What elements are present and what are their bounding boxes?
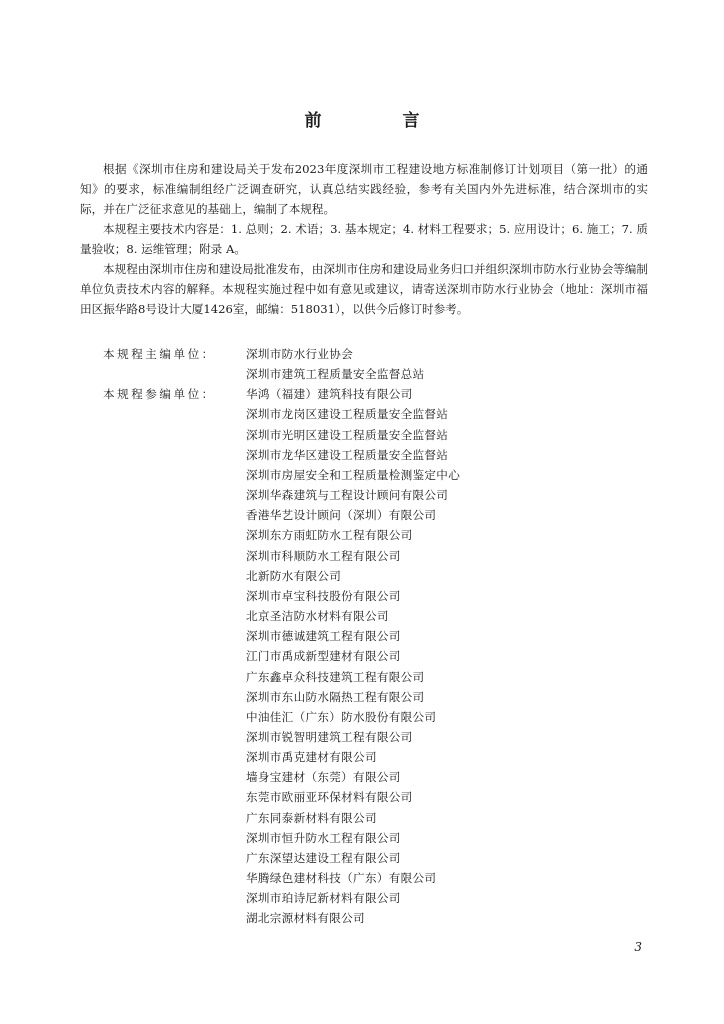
list-item: 华鸿（福建）建筑科技有限公司	[246, 387, 413, 402]
chief-units-list	[246, 344, 424, 384]
paragraph-contents: 本规程主要技术内容是：1. 总则；2. 术语；3. 基本规定；4. 材料工程要求；5. 应用设计；6. 施工；7. 质量验收；8. 运维管理；附录 A。	[80, 222, 648, 256]
page-title: 前 言	[304, 111, 452, 131]
list-item: 华腾绿色建材科技（广东）有限公司	[246, 871, 437, 886]
chief-units-group	[80, 344, 648, 384]
list-item: 江门市禹成新型建材有限公司	[246, 649, 401, 664]
list-item: 深圳市光明区建设工程质量安全监督站	[246, 427, 449, 442]
list-item: 中油佳汇（广东）防水股份有限公司	[246, 709, 437, 724]
list-item: 深圳市防水行业协会	[246, 347, 354, 361]
list-item: 广东鑫卓众科技建筑工程有限公司	[246, 669, 425, 684]
units-section	[80, 344, 648, 929]
list-item: 东莞市欧丽亚环保材料有限公司	[246, 790, 413, 805]
page-number: 3	[634, 940, 642, 954]
paragraph-basis: 根据《深圳市住房和建设局关于发布2023年度深圳市工程建设地方标准制修订计划项目（第一批）的通知》的要求，标准编制组经广泛调查研究，认真总结实践经验，参考有关国内外先进标准，结合深圳市的实际，并在广泛征求意见的基础上，编制了本规程。	[80, 162, 648, 216]
list-item: 湖北宗源材料有限公司	[246, 911, 365, 926]
participating-units-list	[246, 384, 460, 928]
list-item: 深圳市恒升防水工程有限公司	[246, 830, 401, 845]
list-item: 香港华艺设计顾问（深圳）有限公司	[246, 508, 437, 523]
participating-units-label: 本规程参编单位：	[103, 387, 216, 402]
list-item: 广东同泰新材料有限公司	[246, 810, 377, 825]
preface-body	[80, 159, 648, 319]
list-item: 深圳市禹克建材有限公司	[246, 750, 377, 765]
list-item: 深圳市科顺防水工程有限公司	[246, 548, 401, 563]
list-item: 深圳市建筑工程质量安全监督总站	[246, 367, 425, 382]
chief-units-label: 本规程主编单位：	[103, 347, 216, 361]
list-item: 北新防水有限公司	[246, 568, 342, 583]
list-item: 深圳市德诚建筑工程有限公司	[246, 629, 401, 644]
list-item: 深圳市龙华区建设工程质量安全监督站	[246, 447, 449, 462]
participating-units-group	[80, 384, 648, 928]
list-item: 深圳市龙岗区建设工程质量安全监督站	[246, 407, 449, 422]
list-item: 深圳市珀诗尼新材料有限公司	[246, 891, 401, 906]
list-item: 深圳市东山防水隔热工程有限公司	[246, 689, 425, 704]
list-item: 墙身宝建材（东莞）有限公司	[246, 770, 401, 785]
list-item: 深圳市卓宝科技股份有限公司	[246, 588, 401, 603]
list-item: 深圳市房屋安全和工程质量检测鉴定中心	[246, 467, 461, 482]
list-item: 北京圣洁防水材料有限公司	[246, 609, 389, 624]
paragraph-authority: 本规程由深圳市住房和建设局批准发布，由深圳市住房和建设局业务归口并组织深圳市防水行业协会等编制单位负责技术内容的解释。本规程实施过程中如有意见或建议，请寄送深圳市防水行业协会（地址：深圳市福田区振华路8号设计大厦1426室，邮编：518031），以供今后修订时参考。	[80, 262, 648, 316]
list-item: 深圳华森建筑与工程设计顾问有限公司	[246, 488, 449, 503]
list-item: 深圳市锐智明建筑工程有限公司	[246, 729, 413, 744]
list-item: 深圳东方雨虹防水工程有限公司	[246, 528, 413, 543]
list-item: 广东深望达建设工程有限公司	[246, 850, 401, 865]
